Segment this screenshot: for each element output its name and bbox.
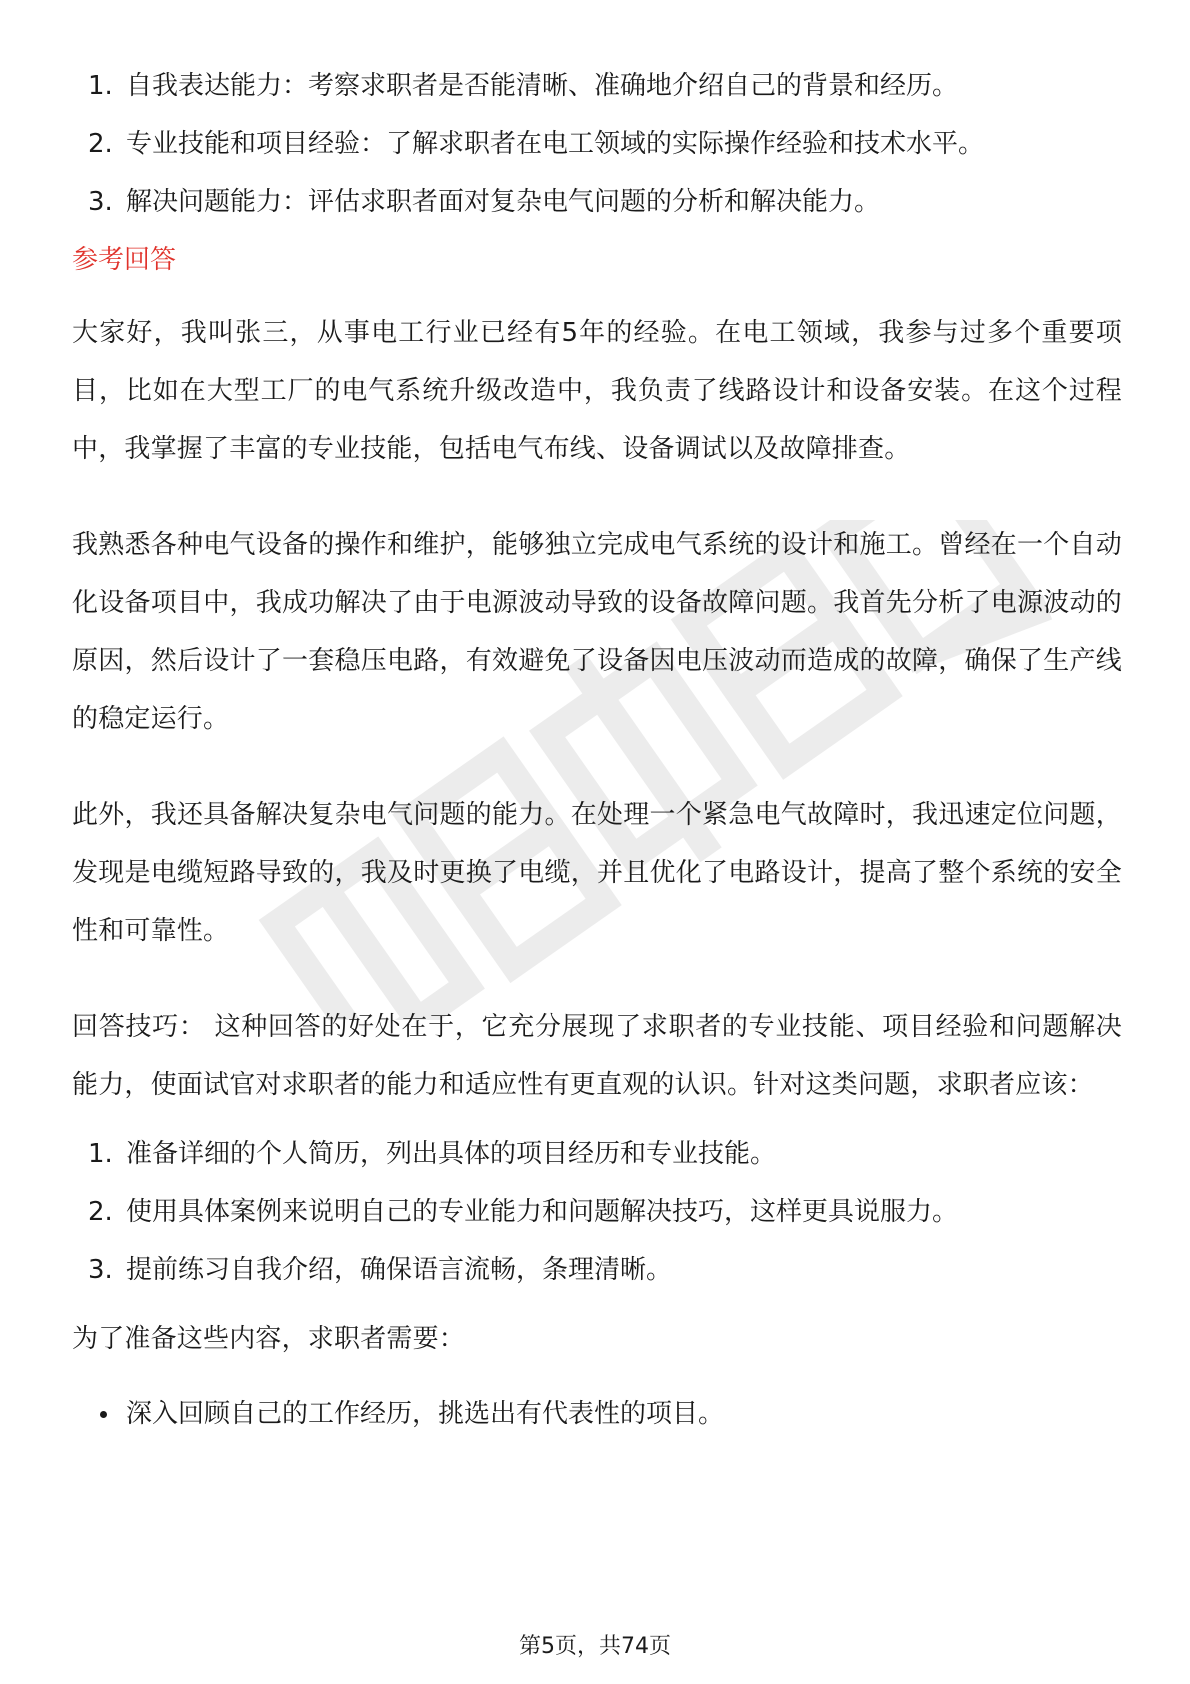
list-item [72,68,1122,104]
section-heading-reference-answer: 参考回答 [72,245,177,275]
list-item [72,126,1122,162]
list-number: 2. [88,129,113,159]
answer-paragraph-problem-solving: 此外，我还具备解决复杂电气问题的能力。在处理一个紧急电气故障时，我迅速定位问题，发现是电缆短路导致的，我及时更换了电缆，并且优化了电路设计，提高了整个系统的安全性和可靠性。 [72,800,1122,946]
list-item [72,184,1122,220]
list-item-text: 使用具体案例来说明自己的专业能力和问题解决技巧，这样更具说服力。 [126,1197,959,1227]
list-item-text: 解决问题能力：评估求职者面对复杂电气问题的分析和解决能力。 [126,187,881,217]
answer-tips-paragraph: 回答技巧： 这种回答的好处在于，它充分展现了求职者的专业技能、项目经验和问题解决能力，使面试官对求职者的能力和适应性有更直观的认识。针对这类问题，求职者应该： [72,1012,1123,1100]
answer-paragraph-intro: 大家好，我叫张三，从事电工行业已经有5年的经验。在电工领域，我参与过多个重要项目，比如在大型工厂的电气系统升级改造中，我负责了线路设计和设备安装。在这个过程中，我掌握了丰富的专业技能，包括电气布线、设备调试以及故障排查。 [72,318,1122,464]
tips-list [72,1136,1122,1288]
list-item-text: 准备详细的个人简历，列出具体的项目经历和专业技能。 [126,1139,777,1169]
answer-paragraph-experience: 我熟悉各种电气设备的操作和维护，能够独立完成电气系统的设计和施工。曾经在一个自动化设备项目中，我成功解决了由于电源波动导致的设备故障问题。我首先分析了电源波动的原因，然后设计了一套稳压电路，有效避免了设备因电压波动而造成的故障，确保了生产线的稳定运行。 [72,530,1122,734]
evaluation-points-list [72,68,1122,220]
list-number: 3. [88,187,113,217]
list-item-text: 自我表达能力：考察求职者是否能清晰、准确地介绍自己的背景和经历。 [126,71,959,101]
list-item [72,1252,1122,1288]
page-number-footer: 第5页，共74页 [519,1634,671,1659]
list-item-text: 深入回顾自己的工作经历，挑选出有代表性的项目。 [126,1399,725,1429]
list-item [72,1396,1122,1432]
list-item [72,1136,1122,1172]
list-item [72,1194,1122,1230]
list-item-text: 专业技能和项目经验：了解求职者在电工领域的实际操作经验和技术水平。 [126,129,985,159]
bullet-icon [100,1411,107,1418]
prep-bullet-list [72,1396,1122,1432]
list-number: 2. [88,1197,113,1227]
list-number: 1. [88,1139,113,1169]
prep-intro-paragraph: 为了准备这些内容，求职者需要： [72,1324,466,1354]
list-number: 3. [88,1255,113,1285]
list-number: 1. [88,71,113,101]
page-content [72,68,1122,1432]
list-item-text: 提前练习自我介绍，确保语言流畅，条理清晰。 [126,1255,673,1285]
